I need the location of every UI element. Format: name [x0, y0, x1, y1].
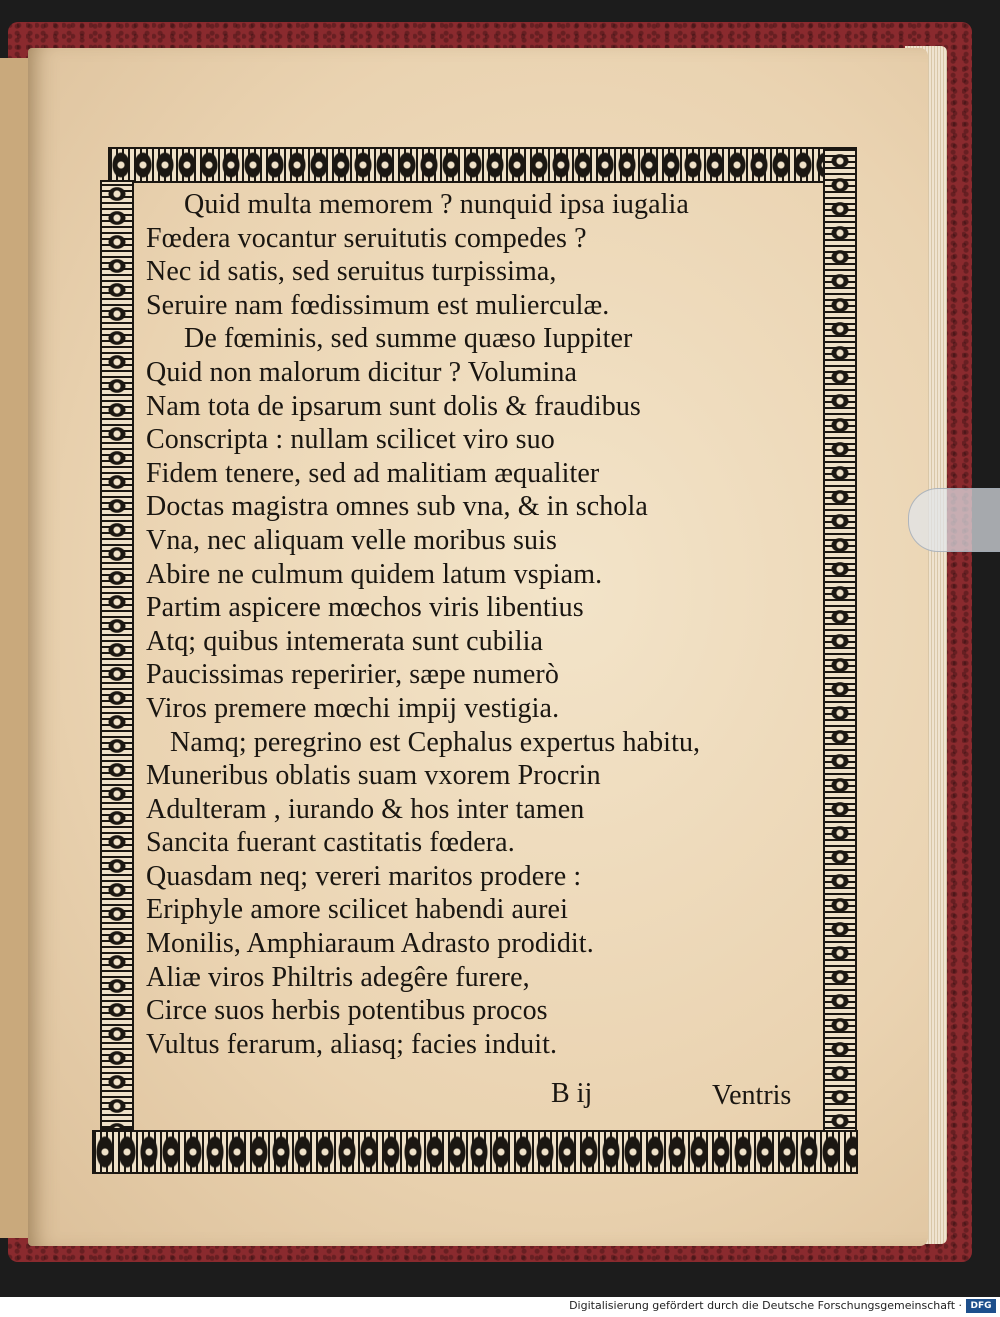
verse-line: Adulteram , iurando & hos inter tamen	[146, 793, 585, 825]
verse-line: Circe suos herbis potentibus procos	[146, 995, 548, 1027]
verse-line: Quasdam neq; vereri maritos prodere :	[146, 860, 582, 892]
verse-line: Fœdera vocantur seruitutis compedes ?	[146, 222, 587, 254]
verse-line: Quid multa memorem ? nunquid ipsa iugalia	[184, 189, 689, 220]
verse-line: Vna, nec aliquam velle moribus suis	[146, 524, 557, 556]
catchword: Ventris	[712, 1080, 792, 1111]
verse-line: Conscripta : nullam scilicet viro suo	[146, 424, 555, 456]
verse-line: Atq; quibus intemerata sunt cubilia	[146, 625, 543, 657]
bookmark-clip	[908, 488, 1000, 552]
verse-line: Seruire nam fœdissimum est mulierculæ.	[146, 289, 610, 321]
ornamental-border-bottom	[92, 1130, 858, 1174]
funding-credit: Digitalisierung gefördert durch die Deutsche Forschungsgemeinschaft ·	[569, 1299, 962, 1312]
verse-text	[146, 188, 821, 1061]
ornamental-border-top	[108, 147, 856, 183]
ornamental-border-right	[823, 147, 857, 1137]
verse-line: Muneribus oblatis suam vxorem Procrin	[146, 760, 601, 792]
verse-line: Quid non malorum dicitur ? Volumina	[146, 356, 577, 388]
verse-line: Namq; peregrino est Cephalus expertus habitu,	[170, 726, 701, 758]
verse-line: Nec id satis, sed seruitus turpissima,	[146, 256, 557, 288]
verse-line: De fœminis, sed summe quæso Iuppiter	[184, 323, 633, 355]
verse-line: Sancita fuerant castitatis fœdera.	[146, 827, 515, 859]
ornamental-border-left	[100, 180, 134, 1130]
verse-line: Paucissimas reperirier, sæpe numerò	[146, 659, 559, 691]
verse-line: Abire ne culmum quidem latum vspiam.	[146, 558, 603, 590]
verse-line: Partim aspicere mœchos viris libentius	[146, 592, 584, 624]
signature-mark: B ij	[551, 1078, 593, 1109]
verse-line: Monilis, Amphiaraum Adrasto prodidit.	[146, 928, 594, 960]
verse-line: Eriphyle amore scilicet habendi aurei	[146, 894, 568, 926]
verse-line: Aliæ viros Philtris adegêre furere,	[146, 961, 530, 993]
verse-line: Viros premere mœchi impij vestigia.	[146, 692, 560, 724]
verse-line: Doctas magistra omnes sub vna, & in schola	[146, 491, 648, 523]
footer-bar	[0, 1297, 1000, 1317]
verse-line: Nam tota de ipsarum sunt dolis & fraudibus	[146, 390, 641, 422]
verse-line: Fidem tenere, sed ad malitiam æqualiter	[146, 457, 600, 489]
dfg-logo: DFG	[966, 1299, 996, 1313]
verse-line: Vultus ferarum, aliasq; facies induit.	[146, 1028, 558, 1060]
